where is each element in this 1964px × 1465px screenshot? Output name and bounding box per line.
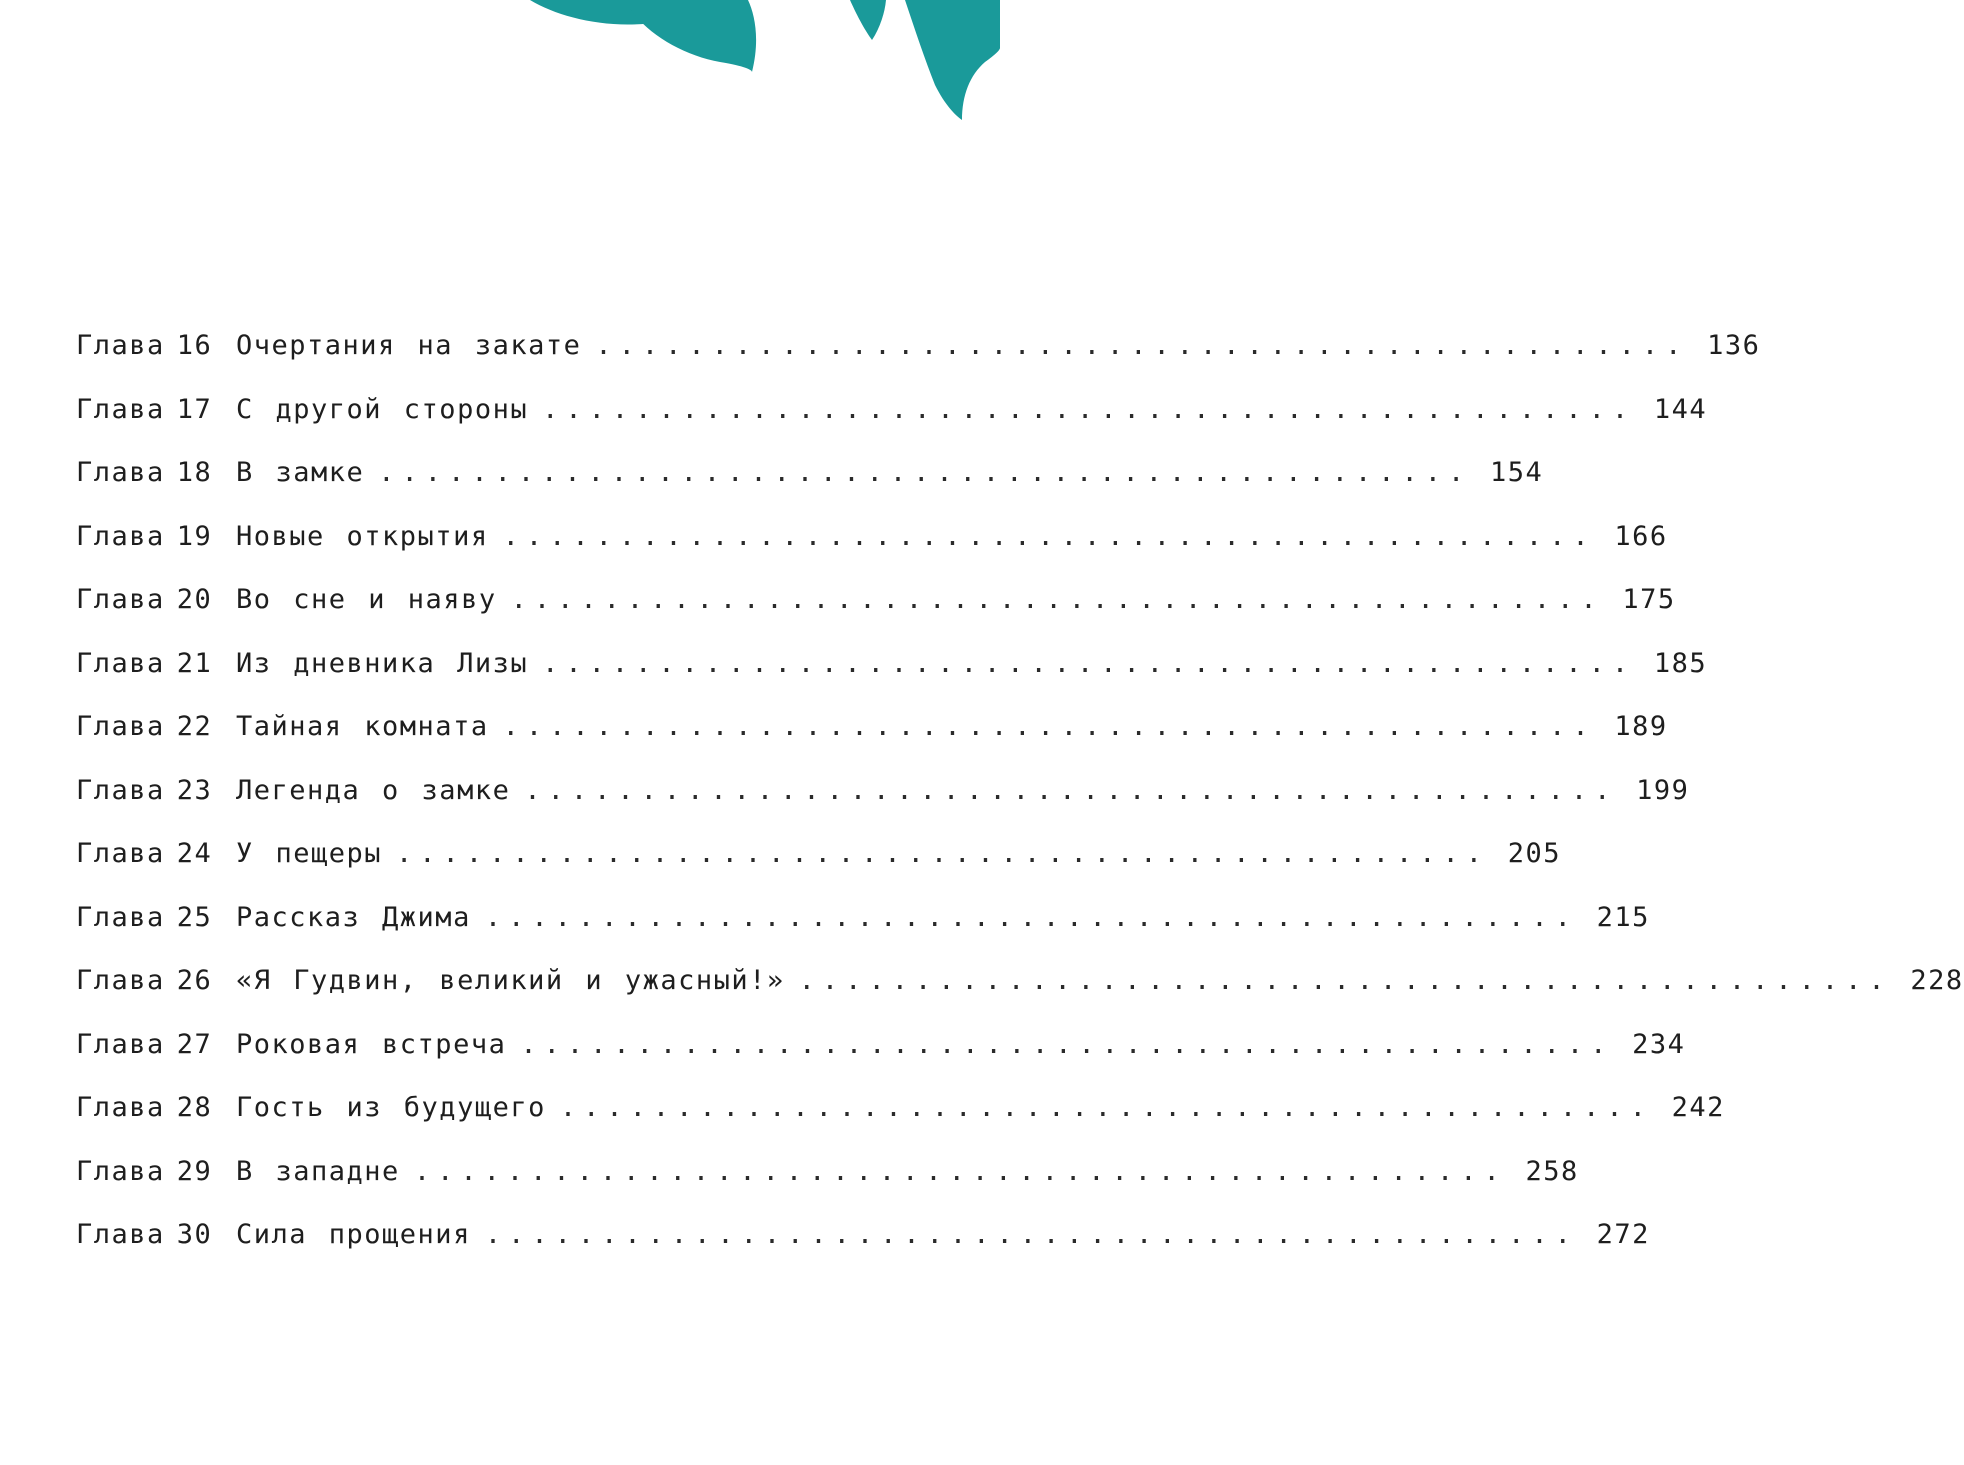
chapter-title: Во сне и наяву — [236, 584, 497, 615]
chapter-title: Тайная комната — [236, 711, 489, 742]
chapter-label — [76, 1092, 236, 1123]
leaf-shape — [850, 0, 886, 40]
dot-leader: ............................................... — [413, 1155, 1507, 1187]
chapter-label — [76, 902, 236, 933]
toc-entry — [76, 901, 1650, 966]
chapter-word: Глава — [76, 838, 165, 869]
chapter-word: Глава — [76, 774, 165, 806]
dot-leader: ............................................... — [798, 965, 1892, 996]
chapter-word: Глава — [76, 1028, 165, 1060]
chapter-number: 26 — [176, 965, 213, 996]
chapter-label — [76, 1156, 236, 1187]
dot-leader: ............................................... — [542, 393, 1636, 425]
chapter-title: В западне — [236, 1155, 400, 1187]
toc-entry — [76, 584, 1676, 648]
chapter-title: С другой стороны — [236, 393, 529, 425]
chapter-label — [76, 965, 236, 996]
page-number: 215 — [1596, 901, 1650, 933]
page-number: 154 — [1490, 457, 1544, 488]
chapter-number: 16 — [176, 330, 213, 361]
chapter-word: Глава — [76, 711, 165, 742]
chapter-title: Роковая встреча — [236, 1028, 507, 1060]
page-number: 242 — [1671, 1092, 1725, 1123]
chapter-label — [76, 457, 236, 488]
chapter-label — [76, 584, 236, 615]
chapter-number: 30 — [176, 1219, 213, 1250]
dot-leader: ............................................... — [520, 1028, 1614, 1060]
dot-leader: ............................................... — [484, 901, 1578, 933]
chapter-title: В замке — [236, 457, 365, 488]
chapter-title: Легенда о замке — [236, 774, 511, 806]
toc-entry — [76, 965, 1964, 1029]
chapter-label — [76, 394, 236, 425]
chapter-number: 21 — [176, 647, 213, 679]
toc-entry — [76, 330, 1761, 394]
chapter-title: Очертания на закате — [236, 330, 582, 361]
chapter-word: Глава — [76, 584, 165, 615]
dot-leader: ............................................... — [524, 774, 1618, 806]
chapter-label — [76, 648, 236, 679]
chapter-word: Глава — [76, 1155, 165, 1187]
page-number: 136 — [1707, 330, 1761, 361]
chapter-number: 25 — [176, 901, 213, 933]
chapter-number: 22 — [176, 711, 213, 742]
chapter-title: Из дневника Лизы — [236, 647, 529, 679]
chapter-label — [76, 330, 236, 361]
chapter-label — [76, 521, 236, 552]
dot-leader: ............................................... — [502, 711, 1596, 742]
chapter-label — [76, 1219, 236, 1250]
toc-entry — [76, 1028, 1686, 1093]
chapter-word: Глава — [76, 647, 165, 679]
dot-leader: ............................................... — [484, 1219, 1578, 1250]
toc-entry — [76, 393, 1708, 458]
toc-entry — [76, 1155, 1579, 1220]
chapter-number: 18 — [176, 457, 213, 488]
chapter-title: У пещеры — [236, 838, 383, 869]
page-number: 144 — [1653, 393, 1708, 425]
toc-entry — [76, 1092, 1725, 1156]
chapter-label — [76, 838, 236, 869]
chapter-title: Гость из будущего — [236, 1092, 546, 1123]
chapter-word: Глава — [76, 457, 165, 488]
dot-leader: ............................................... — [595, 330, 1689, 361]
chapter-number: 20 — [176, 584, 213, 615]
chapter-number: 29 — [176, 1155, 213, 1187]
page-number: 185 — [1653, 647, 1708, 679]
dot-leader: ............................................... — [378, 457, 1472, 488]
dot-leader: ............................................... — [559, 1092, 1653, 1123]
chapter-number: 24 — [176, 838, 213, 869]
page-number: 228 — [1910, 965, 1964, 996]
chapter-title: «Я Гудвин, великий и ужасный!» — [236, 965, 785, 996]
toc-entry — [76, 1219, 1650, 1283]
toc-entry — [76, 711, 1668, 775]
dot-leader: ............................................... — [502, 520, 1596, 552]
table-of-contents — [76, 330, 1964, 1283]
toc-entry — [76, 520, 1668, 585]
chapter-title: Рассказ Джима — [236, 901, 471, 933]
leaf-shape — [905, 0, 1000, 120]
toc-entry — [76, 457, 1544, 521]
chapter-number: 28 — [176, 1092, 213, 1123]
chapter-number: 19 — [176, 520, 213, 552]
chapter-word: Глава — [76, 965, 165, 996]
page-number: 199 — [1636, 774, 1690, 806]
chapter-title: Новые открытия — [236, 520, 489, 552]
dot-leader: ............................................... — [510, 584, 1604, 615]
page-number: 175 — [1622, 584, 1676, 615]
page-number: 258 — [1525, 1155, 1579, 1187]
page-number: 205 — [1507, 838, 1562, 869]
chapter-number: 17 — [176, 393, 213, 425]
page-number: 272 — [1596, 1219, 1650, 1250]
chapter-word: Глава — [76, 520, 165, 552]
page-number: 166 — [1614, 520, 1668, 552]
chapter-label — [76, 711, 236, 742]
dot-leader: ............................................... — [396, 838, 1490, 869]
chapter-title: Сила прощения — [236, 1219, 471, 1250]
chapter-number: 27 — [176, 1028, 213, 1060]
chapter-word: Глава — [76, 393, 165, 425]
dot-leader: ............................................... — [542, 647, 1636, 679]
chapter-word: Глава — [76, 1092, 165, 1123]
chapter-label — [76, 1029, 236, 1060]
chapter-label — [76, 775, 236, 806]
toc-entry — [76, 647, 1708, 712]
chapter-number: 23 — [176, 774, 213, 806]
toc-entry — [76, 838, 1562, 902]
chapter-word: Глава — [76, 901, 165, 933]
leaf-shape — [625, 0, 756, 72]
chapter-word: Глава — [76, 1219, 165, 1250]
chapter-word: Глава — [76, 330, 165, 361]
teal-leaves-icon — [0, 0, 1000, 140]
page-number: 189 — [1614, 711, 1668, 742]
toc-entry — [76, 774, 1690, 839]
page-number: 234 — [1632, 1028, 1686, 1060]
